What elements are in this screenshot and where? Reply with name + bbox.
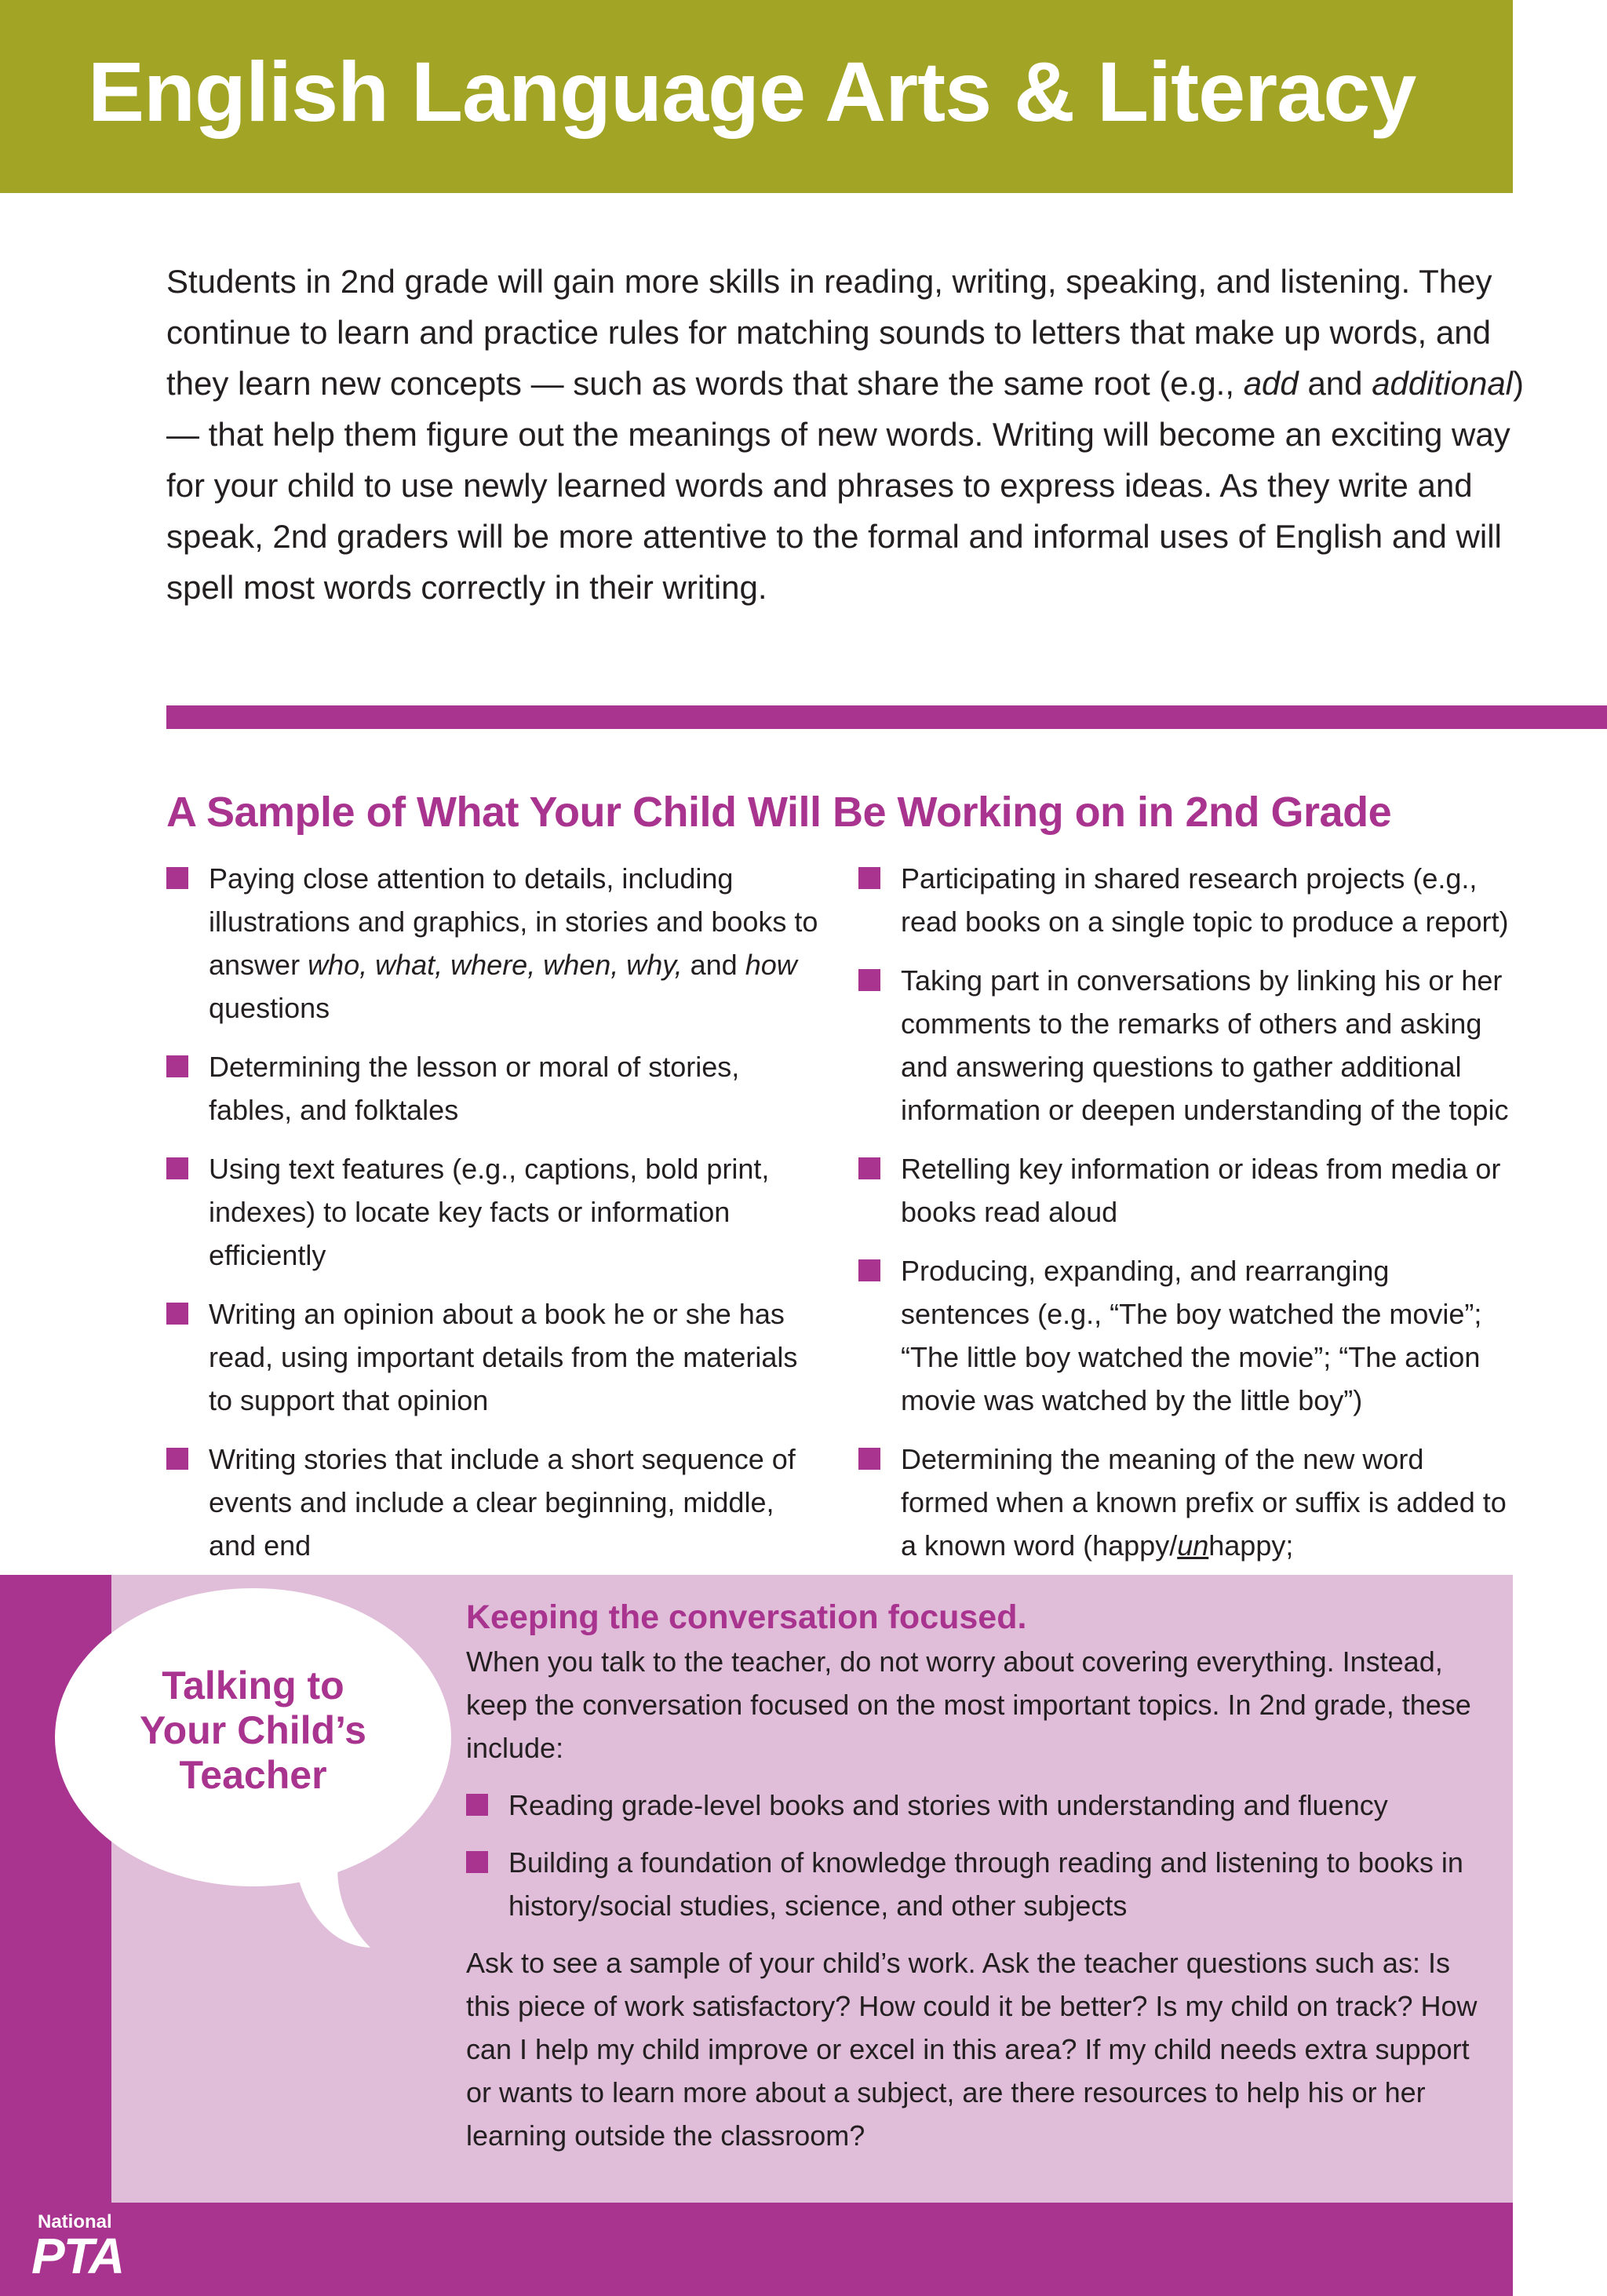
bullet-square-icon [466,1851,488,1873]
talking-closing: Ask to see a sample of your child’s work. Ask the teacher questions such as: Is this piece of work satisfactory? How could it be better? Is my child on track? How can I help my child improve or excel in this area? If my child needs extra support or wants to learn more about a subject, are there resources to help his or her learning outside the classroom? [466,1947,1478,2152]
list-item-text: Determining the meaning of the new word formed when a known prefix or suffix is added to a known word (happy/ [901,1443,1507,1562]
bullet-square-icon [858,867,880,889]
sample-list-right [858,857,1518,1626]
bullet-square-icon [166,867,188,889]
list-item-text: Determining the lesson or moral of stories, fables, and folktales [209,1051,740,1126]
talking-content [466,1594,1478,2157]
bullet-square-icon [166,1157,188,1179]
logo-pta-text: PTA [31,2228,124,2284]
sample-heading: A Sample of What Your Child Will Be Working on in 2nd Grade [166,789,1392,836]
bullet-square-icon [858,1259,880,1281]
bubble-line-1: Talking to [162,1664,344,1707]
list-item-text: Producing, expanding, and rearranging sentences (e.g., “The boy watched the movie”; “The little boy watched the movie”; “The action movie was watched by the little boy”) [901,1255,1482,1416]
intro-text-and: and [1298,365,1372,402]
intro-text-1: Students in 2nd grade will gain more skills in reading, writing, speaking, and listening. They continue to learn and practice rules for matching sounds to letters that make up words, and they learn new concepts — such as words that share the same root (e.g., [166,263,1492,402]
intro-italic-additional: additional [1372,365,1514,402]
bullet-square-icon [166,1303,188,1325]
list-item-text: Using text features (e.g., captions, bold print, indexes) to locate key facts or information efficiently [209,1153,770,1271]
list-item [858,1147,1518,1234]
bullet-square-icon [858,969,880,991]
list-item [466,1841,1478,1927]
speech-bubble-tail [282,1828,377,1954]
list-item-text: Writing stories that include a short sequence of events and include a clear beginning, middle, and end [209,1443,796,1562]
section-divider [166,705,1607,729]
talking-intro: When you talk to the teacher, do not worry about covering everything. Instead, keep the conversation focused on the most important topics. In 2nd grade, these include: [466,1645,1471,1764]
list-item [466,1784,1478,1827]
list-item [166,1438,825,1567]
list-item [166,857,825,1030]
list-item-text: Participating in shared research projects (e.g., read books on a single topic to produce a report) [901,862,1509,938]
list-item [858,857,1518,943]
bullet-square-icon [466,1794,488,1816]
national-pta-logo [31,2211,149,2290]
list-item-text: Reading grade-level books and stories with understanding and fluency [508,1789,1388,1821]
intro-paragraph [166,256,1532,613]
bullet-square-icon [858,1448,880,1470]
bubble-line-3: Teacher [179,1753,327,1797]
list-item-text: Paying close attention to details, including illustrations and graphics, in stories and books to answer [209,862,818,981]
logo-national-text: National [38,2211,112,2232]
footer-bar [0,2203,1513,2296]
list-item-text: questions [209,992,330,1024]
list-item [858,959,1518,1132]
list-item [166,1147,825,1277]
talking-list [466,1784,1478,1927]
bullet-square-icon [166,1448,188,1470]
list-item [166,1045,825,1132]
bubble-line-2: Your Child’s [140,1708,366,1752]
bullet-square-icon [166,1055,188,1077]
list-item-text: Building a foundation of knowledge through reading and listening to books in history/social studies, science, and other subjects [508,1846,1463,1922]
list-item-text: Retelling key information or ideas from media or books read aloud [901,1153,1501,1228]
bubble-title [94,1664,412,1798]
list-item-text: happy; [1208,1529,1294,1562]
intro-italic-add: add [1243,365,1299,402]
list-item-italic: how [745,949,797,981]
list-item-text: and [682,949,745,981]
talking-heading: Keeping the conversation focused. [466,1598,1027,1636]
prefix-un: un [1177,1529,1209,1562]
bullet-square-icon [858,1157,880,1179]
intro-text-2: ) — that help them figure out the meanings of new words. Writing will become an exciting way for your child to use newly learned words and phrases to express ideas. As they write and speak, 2nd graders will be more attentive to the formal and informal uses of English and will spell most words correctly in their writing. [166,365,1525,606]
list-item [858,1249,1518,1422]
sample-list-left [166,857,825,1583]
list-item [166,1292,825,1422]
list-item-italic: who, what, where, when, why, [308,949,683,981]
list-item-text: Writing an opinion about a book he or she has read, using important details from the materials to support that opinion [209,1298,798,1416]
page-title: English Language Arts & Literacy [88,44,1416,139]
list-item-text: Taking part in conversations by linking his or her comments to the remarks of others and asking and answering questions to gather additional information or deepen understanding of the topic [901,964,1509,1126]
